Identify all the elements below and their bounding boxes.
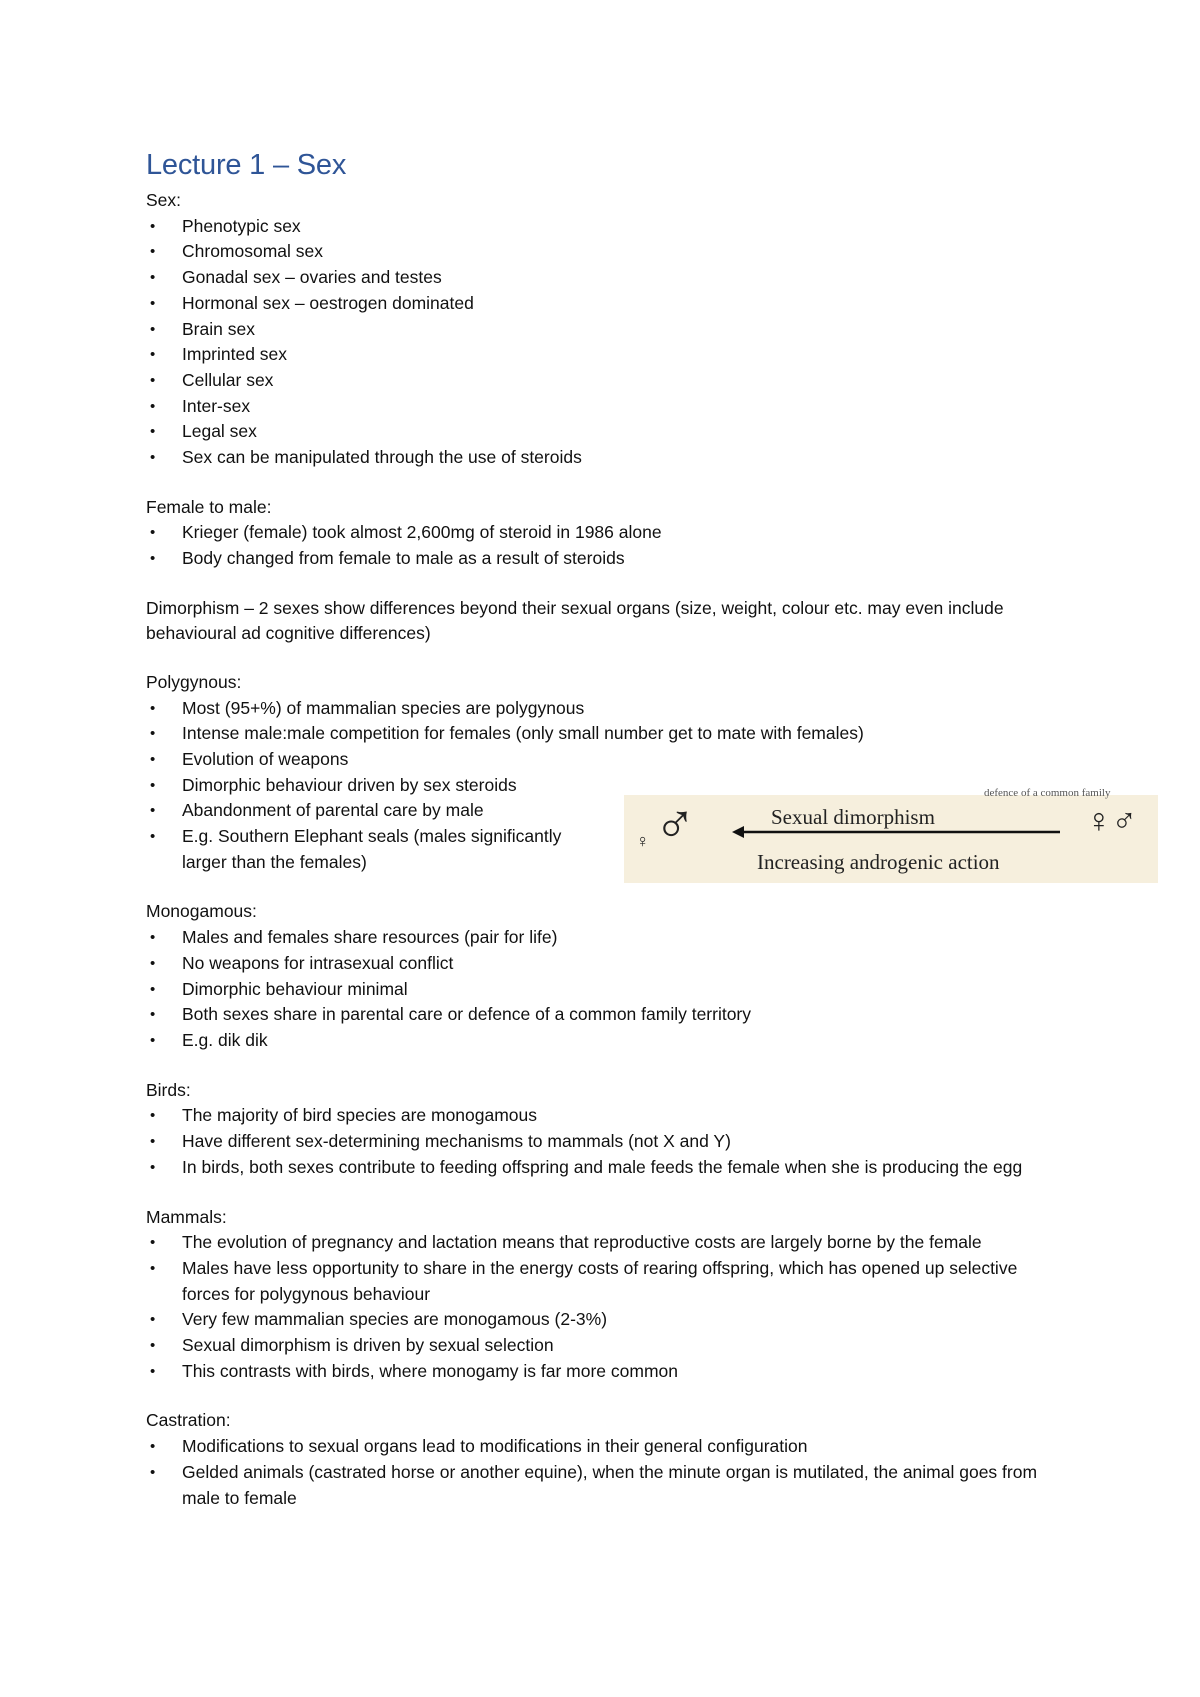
bullet-icon: • — [150, 699, 156, 717]
section-birds — [146, 1078, 1066, 1181]
bullet-icon: • — [150, 1107, 156, 1125]
dimorphism-paragraph: Dimorphism – 2 sexes show differences beyond their sexual organs (size, weight, colour etc. may even include behavioural ad cognitive differences) — [146, 597, 1004, 643]
list-item-text: In birds, both sexes contribute to feeding offspring and male feeds the female when she is producing the egg — [182, 1156, 1023, 1177]
list-item-text: Have different sex-determining mechanisms to mammals (not X and Y) — [182, 1131, 731, 1152]
list-item — [146, 1129, 1066, 1155]
section-monogamous — [146, 899, 1066, 1053]
list-item-text: Sexual dimorphism is driven by sexual selection — [182, 1335, 554, 1356]
bullet-list — [146, 1230, 1066, 1384]
list-item-text: E.g. Southern Elephant seals (males significantly larger than the females) — [182, 826, 562, 872]
bullet-icon: • — [150, 1337, 156, 1355]
list-item — [146, 265, 1066, 291]
left-arrow-icon — [732, 826, 1062, 838]
bullet-icon: • — [150, 802, 156, 820]
figure-label-androgenic: Increasing androgenic action — [757, 850, 1000, 874]
bullet-icon: • — [150, 1133, 156, 1151]
bullet-list — [146, 1434, 1066, 1511]
list-item-text: Sex can be manipulated through the use of steroids — [182, 447, 582, 468]
list-item-text: Body changed from female to male as a result of steroids — [182, 548, 625, 569]
list-item — [146, 1307, 1066, 1333]
list-item-text: E.g. dik dik — [182, 1029, 268, 1050]
list-item-text: Hormonal sex – oestrogen dominated — [182, 292, 474, 313]
list-item — [146, 291, 1066, 317]
section-label: Monogamous: — [146, 901, 257, 922]
list-item-text: Gonadal sex – ovaries and testes — [182, 267, 442, 288]
list-item — [146, 951, 1066, 977]
bullet-icon: • — [150, 1031, 156, 1049]
section-label: Sex: — [146, 190, 182, 210]
list-item-text: Dimorphic behaviour minimal — [182, 978, 408, 999]
list-item-text: Modifications to sexual organs lead to modifications in their general configuration — [182, 1436, 808, 1457]
list-item — [146, 1155, 1066, 1181]
section-label: Birds: — [146, 1079, 191, 1100]
list-item-text: Both sexes share in parental care or defence of a common family territory — [182, 1004, 752, 1025]
figure-cropped-caption: defence of a common family — [984, 787, 1111, 799]
female-male-symbols-icon: ♀♂ — [1086, 803, 1137, 840]
female-symbol-small-icon: ♀ — [636, 831, 650, 851]
list-item — [146, 977, 1066, 1003]
bullet-icon: • — [150, 243, 156, 261]
list-item — [146, 445, 1066, 471]
list-item — [146, 214, 1066, 240]
bullet-icon: • — [150, 776, 156, 794]
bullet-icon: • — [150, 550, 156, 568]
list-item-text: Phenotypic sex — [182, 215, 301, 236]
list-item-text: Brain sex — [182, 318, 255, 339]
bullet-icon: • — [150, 929, 156, 947]
section-castration — [146, 1408, 1066, 1511]
list-item — [146, 419, 1066, 445]
bullet-icon: • — [150, 423, 156, 441]
list-item — [146, 696, 1066, 722]
list-item-text: Chromosomal sex — [182, 241, 324, 262]
bullet-icon: • — [150, 1259, 156, 1277]
list-item-text: This contrasts with birds, where monogamy is far more common — [182, 1360, 678, 1381]
list-item — [146, 1460, 1066, 1511]
list-item-text: Males have less opportunity to share in the energy costs of rearing offspring, which has opened up selective forces for polygynous behaviour — [182, 1257, 1018, 1304]
bullet-list — [146, 925, 1066, 1054]
list-item — [146, 1434, 1066, 1460]
list-item — [146, 546, 1066, 572]
bullet-list — [146, 214, 1066, 471]
list-item-text: Gelded animals (castrated horse or another equine), when the minute organ is mutilated, the animal goes from male to female — [182, 1461, 1038, 1508]
section-female-to-male — [146, 495, 1066, 572]
list-item-text: Males and females share resources (pair for life) — [182, 927, 558, 948]
list-item — [146, 1256, 1066, 1307]
list-item-text: Dimorphic behaviour driven by sex steroids — [182, 774, 517, 795]
bullet-icon: • — [150, 954, 156, 972]
bullet-list — [146, 520, 1066, 571]
list-item-text: Most (95+%) of mammalian species are polygynous — [182, 697, 585, 718]
bullet-icon: • — [150, 269, 156, 287]
bullet-icon: • — [150, 1234, 156, 1252]
list-item — [146, 1359, 1066, 1385]
bullet-icon: • — [150, 346, 156, 364]
page-title: Lecture 1 – Sex — [146, 149, 347, 181]
list-item — [146, 239, 1066, 265]
section-sex — [146, 188, 1066, 471]
list-item — [146, 925, 1066, 951]
list-item — [146, 1028, 1066, 1054]
list-item-text: Very few mammalian species are monogamous (2-3%) — [182, 1309, 608, 1330]
bullet-icon: • — [150, 294, 156, 312]
section-label: Mammals: — [146, 1206, 227, 1227]
male-symbol-large-icon: ♂ — [654, 794, 696, 856]
list-item-text: No weapons for intrasexual conflict — [182, 952, 454, 973]
bullet-icon: • — [150, 524, 156, 542]
bullet-list — [146, 1103, 1066, 1180]
figure-label-dimorphism: Sexual dimorphism — [771, 805, 935, 829]
sexual-dimorphism-figure — [624, 787, 1158, 883]
list-item — [146, 317, 1066, 343]
list-item — [146, 1103, 1066, 1129]
list-item — [146, 798, 592, 824]
list-item-text: Abandonment of parental care by male — [182, 800, 484, 821]
bullet-icon: • — [150, 217, 156, 235]
list-item-text: Intense male:male competition for females (only small number get to mate with females) — [182, 723, 864, 744]
bullet-icon: • — [150, 828, 156, 846]
list-item-text: Evolution of weapons — [182, 748, 349, 769]
bullet-icon: • — [150, 725, 156, 743]
list-item — [146, 721, 1066, 747]
list-item — [146, 394, 1066, 420]
bullet-icon: • — [150, 371, 156, 389]
section-label: Castration: — [146, 1410, 231, 1431]
list-item-text: Imprinted sex — [182, 344, 288, 365]
list-item — [146, 824, 592, 875]
list-item-text: The evolution of pregnancy and lactation means that reproductive costs are largely borne by the female — [182, 1232, 982, 1253]
section-label: Female to male: — [146, 496, 272, 517]
bullet-icon: • — [150, 1463, 156, 1481]
list-item — [146, 1333, 1066, 1359]
list-item-text: The majority of bird species are monogamous — [182, 1105, 538, 1126]
list-item-text: Inter-sex — [182, 395, 251, 416]
list-item — [146, 368, 1066, 394]
section-mammals — [146, 1205, 1066, 1385]
list-item-text: Legal sex — [182, 421, 257, 442]
bullet-icon: • — [150, 1311, 156, 1329]
list-item-text: Krieger (female) took almost 2,600mg of steroid in 1986 alone — [182, 522, 662, 543]
list-item — [146, 342, 1066, 368]
list-item-text: Cellular sex — [182, 369, 274, 390]
section-label: Polygynous: — [146, 671, 242, 692]
bullet-icon: • — [150, 980, 156, 998]
bullet-icon: • — [150, 397, 156, 415]
list-item — [146, 747, 1066, 773]
list-item — [146, 1230, 1066, 1256]
bullet-icon: • — [150, 1006, 156, 1024]
bullet-icon: • — [150, 449, 156, 467]
bullet-icon: • — [150, 1438, 156, 1456]
bullet-icon: • — [150, 1158, 156, 1176]
bullet-icon: • — [150, 750, 156, 768]
list-item — [146, 520, 1066, 546]
bullet-icon: • — [150, 320, 156, 338]
list-item — [146, 1002, 1066, 1028]
bullet-icon: • — [150, 1362, 156, 1380]
